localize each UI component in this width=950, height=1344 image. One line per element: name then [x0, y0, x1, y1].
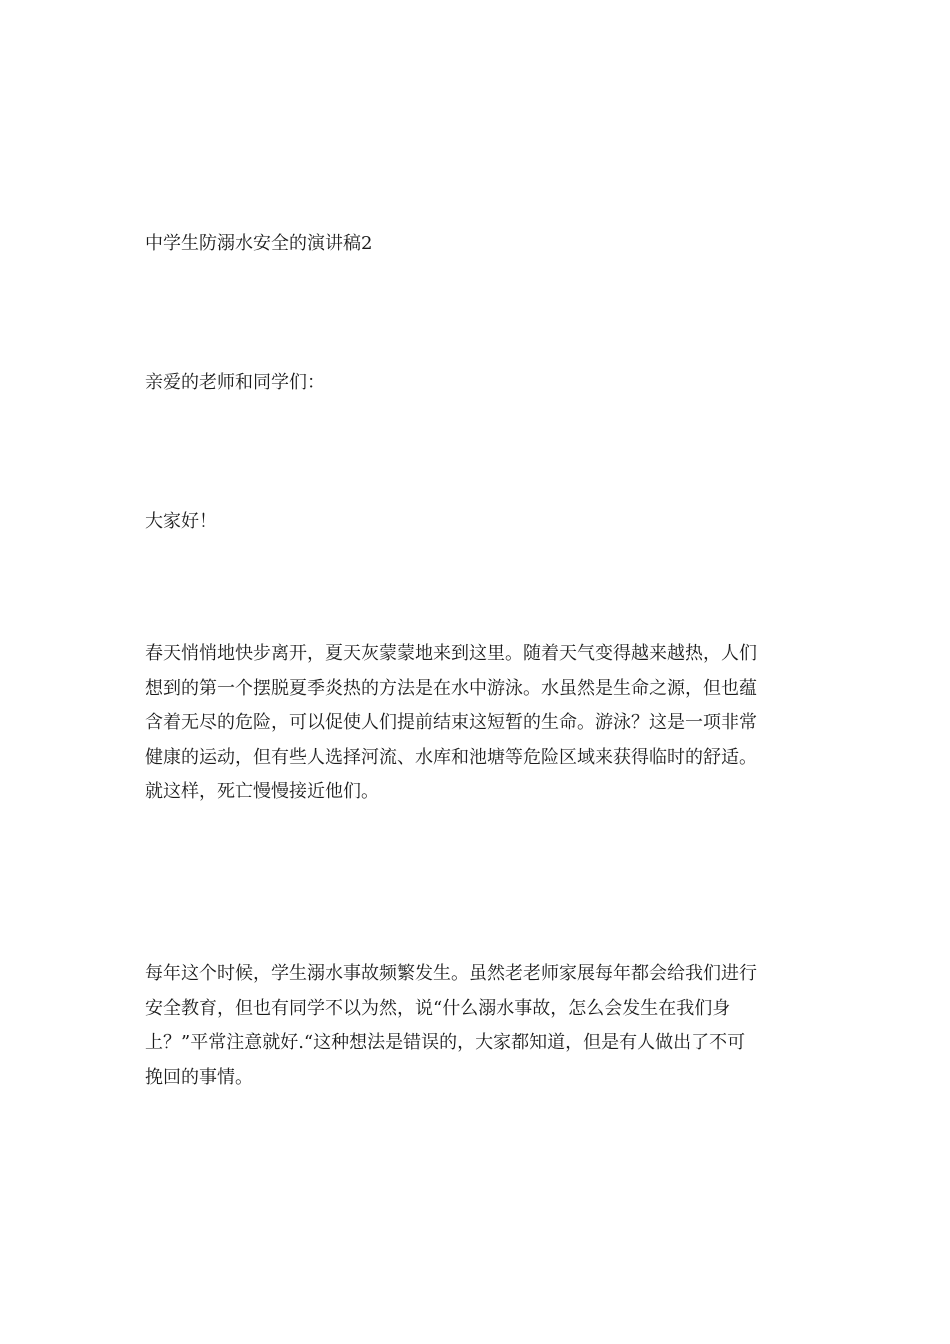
paragraph-line: 每年这个时候，学生溺水事故频繁发生。虽然老老师家展每年都会给我们进行 — [145, 963, 757, 984]
paragraph-line: 挽回的事情。 — [145, 1066, 253, 1088]
salutation: 亲爱的老师和同学们： — [145, 372, 325, 393]
paragraph-2 — [145, 957, 815, 1095]
paragraph-line: 健康的运动，但有些人选择河流、水库和池塘等危险区域来获得临时的舒适。 — [145, 746, 757, 768]
paragraph-line: 上？”平常注意就好.“这种想法是错误的，大家都知道，但是有人做出了不可 — [145, 1032, 746, 1053]
paragraph-line: 春天悄悄地快步离开，夏天灰蒙蒙地来到这里。随着天气变得越来越热，人们 — [145, 643, 757, 664]
document-title: 中学生防溺水安全的演讲稿2 — [145, 233, 373, 254]
paragraph-line: 想到的第一个摆脱夏季炎热的方法是在水中游泳。水虽然是生命之源，但也蕴 — [145, 677, 757, 699]
paragraph-line: 安全教育，但也有同学不以为然，说“什么溺水事故，怎么会发生在我们身 — [145, 997, 731, 1019]
greeting: 大家好！ — [145, 511, 217, 532]
paragraph-1 — [145, 637, 815, 810]
paragraph-line: 就这样，死亡慢慢接近他们。 — [145, 781, 379, 802]
paragraph-line: 含着无尽的危险，可以促使人们提前结束这短暂的生命。游泳？这是一项非常 — [145, 712, 757, 733]
